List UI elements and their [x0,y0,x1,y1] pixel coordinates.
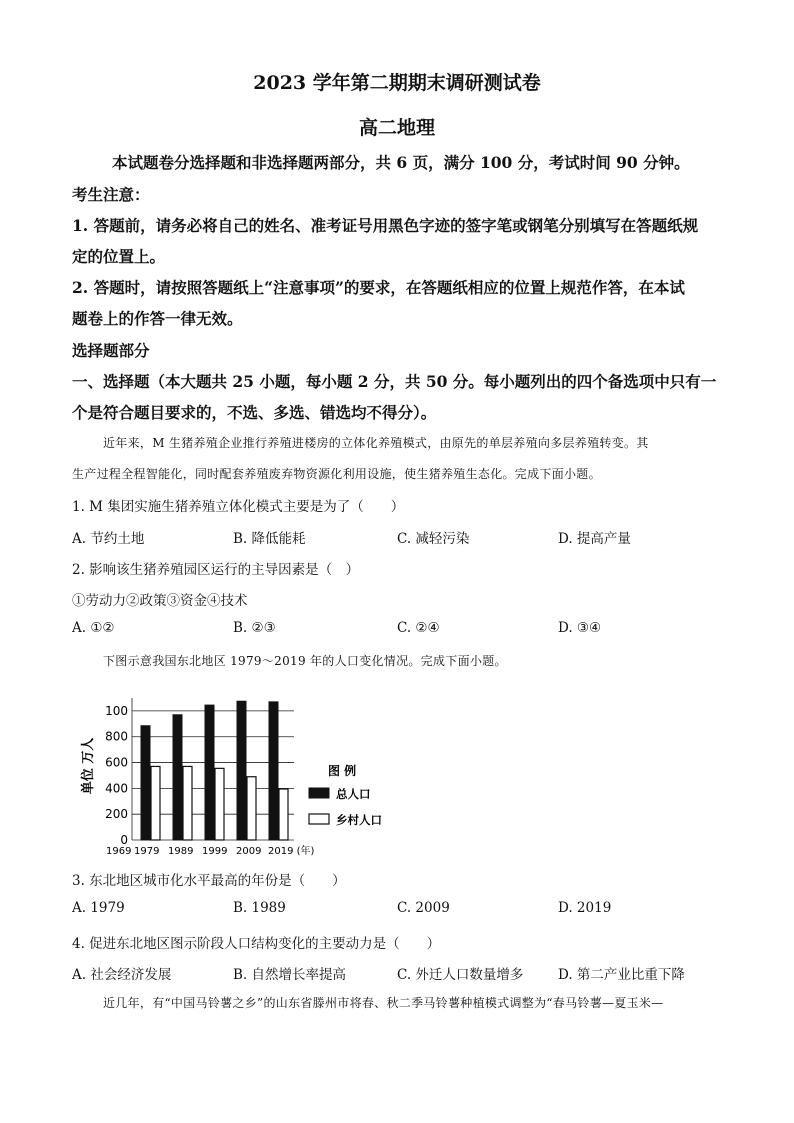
question-1-option-c: C. 减轻污染 [397,531,470,547]
passage-3-line-a: 近几年，有“中国马铃薯之乡”的山东省滕州市将春、秋二季马铃薯种植模式调整为“春马铃薯—夏玉米— [103,996,664,1010]
bar-rural-1999 [215,768,224,840]
question-3-stem: 3. 东北地区城市化水平最高的年份是（ ） [72,873,346,889]
question-2-stem: 2. 影响该生猪养殖园区运行的主导因素是（ ） [72,562,360,578]
bar-total-1999 [205,705,214,840]
notice-1-line-a: 1. 答题前，请务必将自己的姓名、准考证号用黑色字迹的签字笔或钢笔分别填写在答题纸规 [72,216,699,235]
question-3-option-b: B. 1989 [233,900,286,916]
question-3-option-c: C. 2009 [397,900,450,916]
notice-2-line-a: 2. 答题时，请按照答题纸上“注意事项”的要求，在答题纸相应的位置上规范作答，在本试 [72,278,685,297]
part-1-line-b: 个是符合题目要求的，不选、多选、错选均不得分）。 [72,403,437,422]
x-tick-label: 2019 (年) [268,846,315,857]
question-1-option-a: A. 节约土地 [72,531,145,547]
bar-rural-2019 [279,789,288,840]
question-4-option-b: B. 自然增长率提高 [233,967,347,983]
x-tick-label: 1999 [202,846,228,857]
bar-total-1989 [173,715,182,840]
bar-rural-2009 [247,777,256,840]
passage-1-line-a: 近年来，M 生猪养殖企业推行养殖进楼房的立体化养殖模式，由原先的单层养殖向多层养殖转变。其 [103,436,649,450]
bar-rural-1979 [151,766,160,840]
legend-total-label: 总人口 [336,787,371,801]
y-axis-label: 单位 万人 [81,737,96,795]
legend-title: 图 例 [328,764,357,778]
part-1-line-a: 一、选择题（本大题共 25 小题，每小题 2 分，共 50 分。每小题列出的四个备选项中只有一 [72,372,717,391]
legend-total-swatch [309,788,329,798]
question-2-option-a: A. ①② [72,620,115,636]
y-tick-label: 400 [105,781,128,796]
question-1-stem: 1. M 集团实施生猪养殖立体化模式主要是为了（ ） [72,499,405,515]
bar-total-2009 [237,701,246,840]
y-tick-label: 100 [105,703,128,718]
x-tick-label: 1979 [134,846,160,857]
bar-total-2019 [269,702,278,840]
exam-title: 2023 学年第二期期末调研测试卷 [253,72,541,94]
exam-subtitle: 高二地理 [358,117,435,139]
passage-1-line-b: 生产过程全程智能化，同时配套养殖废弃物资源化利用设施，使生猪养殖生态化。完成下面小题。 [72,467,601,481]
question-2-option-d: D. ③④ [558,620,602,636]
question-2-option-c: C. ②④ [397,620,440,636]
bar-total-1979 [141,726,150,840]
y-tick-label: 600 [105,755,128,770]
question-4-option-a: A. 社会经济发展 [72,967,172,983]
section-heading: 选择题部分 [72,341,150,360]
question-1-option-d: D. 提高产量 [558,531,631,547]
y-tick-label: 200 [105,807,128,822]
notice-heading: 考生注意： [72,185,150,204]
passage-2-line-a: 下图示意我国东北地区 1979～2019 年的人口变化情况。完成下面小题。 [103,654,507,668]
legend-rural-swatch [309,814,329,824]
bar-rural-1989 [183,766,192,840]
question-1-option-b: B. 降低能耗 [233,531,306,547]
x-tick-label: 1969 [106,846,132,857]
x-tick-label: 2009 [236,846,262,857]
notice-1-line-b: 定的位置上。 [72,247,166,266]
question-3-option-d: D. 2019 [558,900,612,916]
question-4-stem: 4. 促进东北地区图示阶段人口结构变化的主要动力是（ ） [72,936,441,952]
legend-rural-label: 乡村人口 [336,813,382,827]
y-tick-label: 0 [120,833,128,847]
population-bar-chart [76,682,396,858]
exam-intro: 本试题卷分选择题和非选择题两部分，共 6 页，满分 100 分，考试时间 90 分钟。 [112,153,690,172]
question-2-items: ①劳动力②政策③资金④技术 [72,593,248,609]
y-tick-label: 800 [105,729,128,744]
question-4-option-c: C. 外迁人口数量增多 [397,967,524,983]
question-3-option-a: A. 1979 [72,900,125,916]
notice-2-line-b: 题卷上的作答一律无效。 [72,309,243,328]
question-2-option-b: B. ②③ [233,620,276,636]
x-tick-label: 1989 [168,846,194,857]
question-4-option-d: D. 第二产业比重下降 [558,967,685,983]
chart-legend [309,763,382,827]
